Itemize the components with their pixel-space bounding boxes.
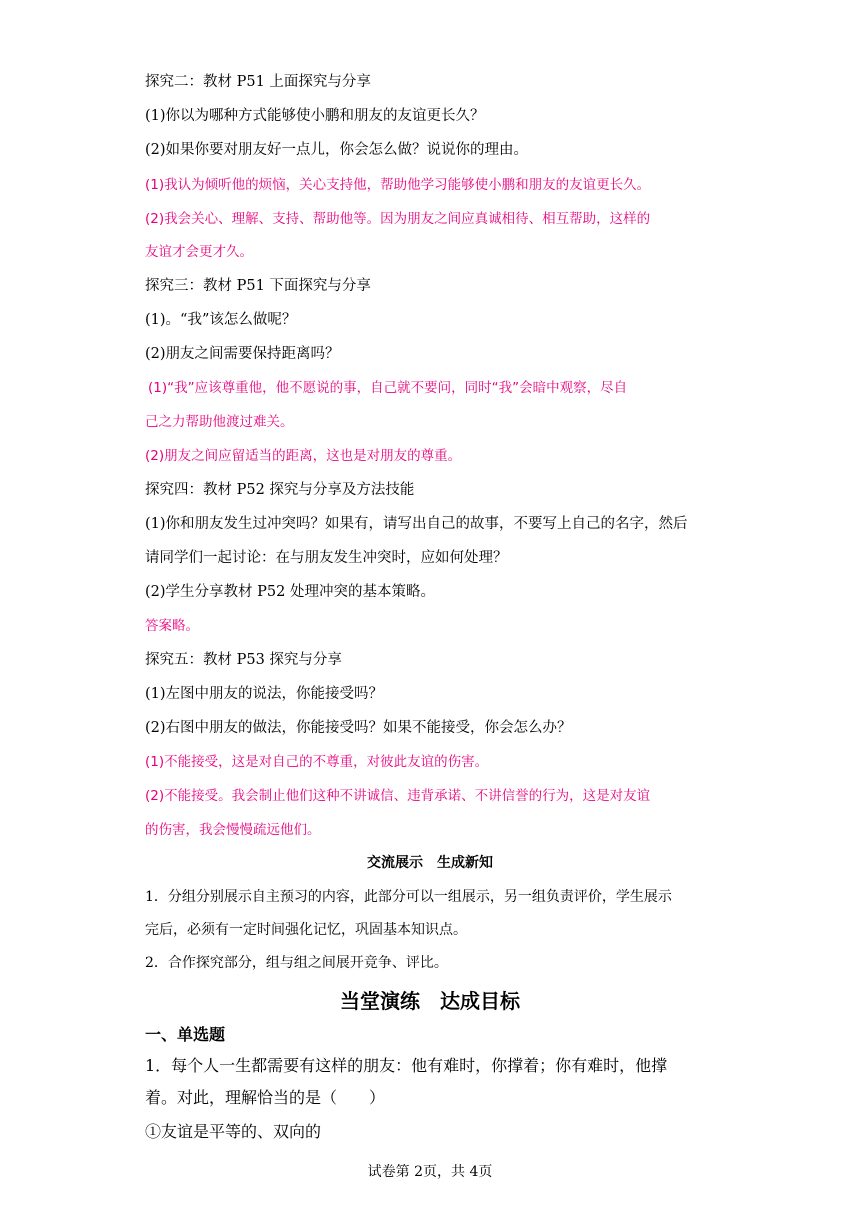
inquiry-5-answer-1: (1)不能接受，这是对自己的不尊重，对彼此友谊的伤害。 [145,754,489,770]
inquiry-3-answer-1: (1)“我”应该尊重他，他不愿说的事，自己就不要问，同时“我”会暗中观察，尽自 [148,380,628,396]
inquiry-5-answer-2-cont: 的伤害，我会慢慢疏远他们。 [145,822,321,838]
inquiry-5-q1: (1)左图中朋友的说法，你能接受吗？ [145,686,384,702]
inquiry-3-q2: (2)朋友之间需要保持距离吗？ [145,346,340,362]
exchange-item-2: 2．合作探究部分，组与组之间展开竞争、评比。 [145,955,448,971]
exchange-item-1: 1．分组分别展示自主预习的内容，此部分可以一组展示，另一组负责评价，学生展示 [145,889,672,905]
page-footer: 试卷第 2页，共 4页 [367,1164,493,1180]
inquiry-2-q2: (2)如果你要对朋友好一点儿，你会怎么做？说说你的理由。 [145,142,529,158]
inquiry-2-title: 探究二：教材 P51 上面探究与分享 [145,74,371,90]
inquiry-5-answer-2: (2)不能接受。我会制止他们这种不讲诚信、违背承诺、不讲信誉的行为，这是对友谊 [145,788,651,804]
inquiry-3-answer-2: (2)朋友之间应留适当的距离，这也是对朋友的尊重。 [145,448,462,464]
exchange-item-1-cont: 完后，必须有一定时间强化记忆，巩固基本知识点。 [145,922,467,938]
question-1-cont: 着。对此，理解恰当的是（ ） [145,1088,386,1107]
inquiry-3-q1: (1)。“我”该怎么做呢？ [145,312,297,328]
inquiry-5-q2: (2)右图中朋友的做法，你能接受吗？如果不能接受，你会怎么办？ [145,720,572,736]
inquiry-4-q2: (2)学生分享教材 P52 处理冲突的基本策略。 [145,584,435,600]
inquiry-4-answer: 答案略。 [145,618,199,634]
inquiry-5-title: 探究五：教材 P53 探究与分享 [145,652,342,668]
inquiry-2-answer-2: (2)我会关心、理解、支持、帮助他等。因为朋友之间应真诚相待、相互帮助，这样的 [145,211,651,227]
inquiry-2-answer-1: (1)我认为倾听他的烦恼，关心支持他，帮助他学习能够使小鹏和朋友的友谊更长久。 [145,177,651,193]
inquiry-4-q1-cont: 请同学们一起讨论：在与朋友发生冲突时，应如何处理？ [145,550,508,566]
section-single-choice: 一、单选题 [145,1025,226,1044]
inquiry-2-answer-2-cont: 友谊才会更才久。 [145,244,253,260]
heading-practice: 当堂演练 达成目标 [340,989,520,1013]
inquiry-3-title: 探究三：教材 P51 下面探究与分享 [145,278,371,294]
heading-exchange: 交流展示 生成新知 [367,855,493,871]
inquiry-4-q1: (1)你和朋友发生过冲突吗？如果有，请写出自己的故事，不要写上自己的名字，然后 [145,516,688,532]
inquiry-2-q1: (1)你以为哪种方式能够使小鹏和朋友的友谊更长久？ [145,108,485,124]
question-1: 1．每个人一生都需要有这样的朋友：他有难时，你撑着；你有难时，他撑 [145,1056,668,1075]
inquiry-3-answer-1-cont: 己之力帮助他渡过难关。 [145,414,294,430]
question-1-option-1: ①友谊是平等的、双向的 [145,1122,322,1141]
inquiry-4-title: 探究四：教材 P52 探究与分享及方法技能 [145,482,415,498]
